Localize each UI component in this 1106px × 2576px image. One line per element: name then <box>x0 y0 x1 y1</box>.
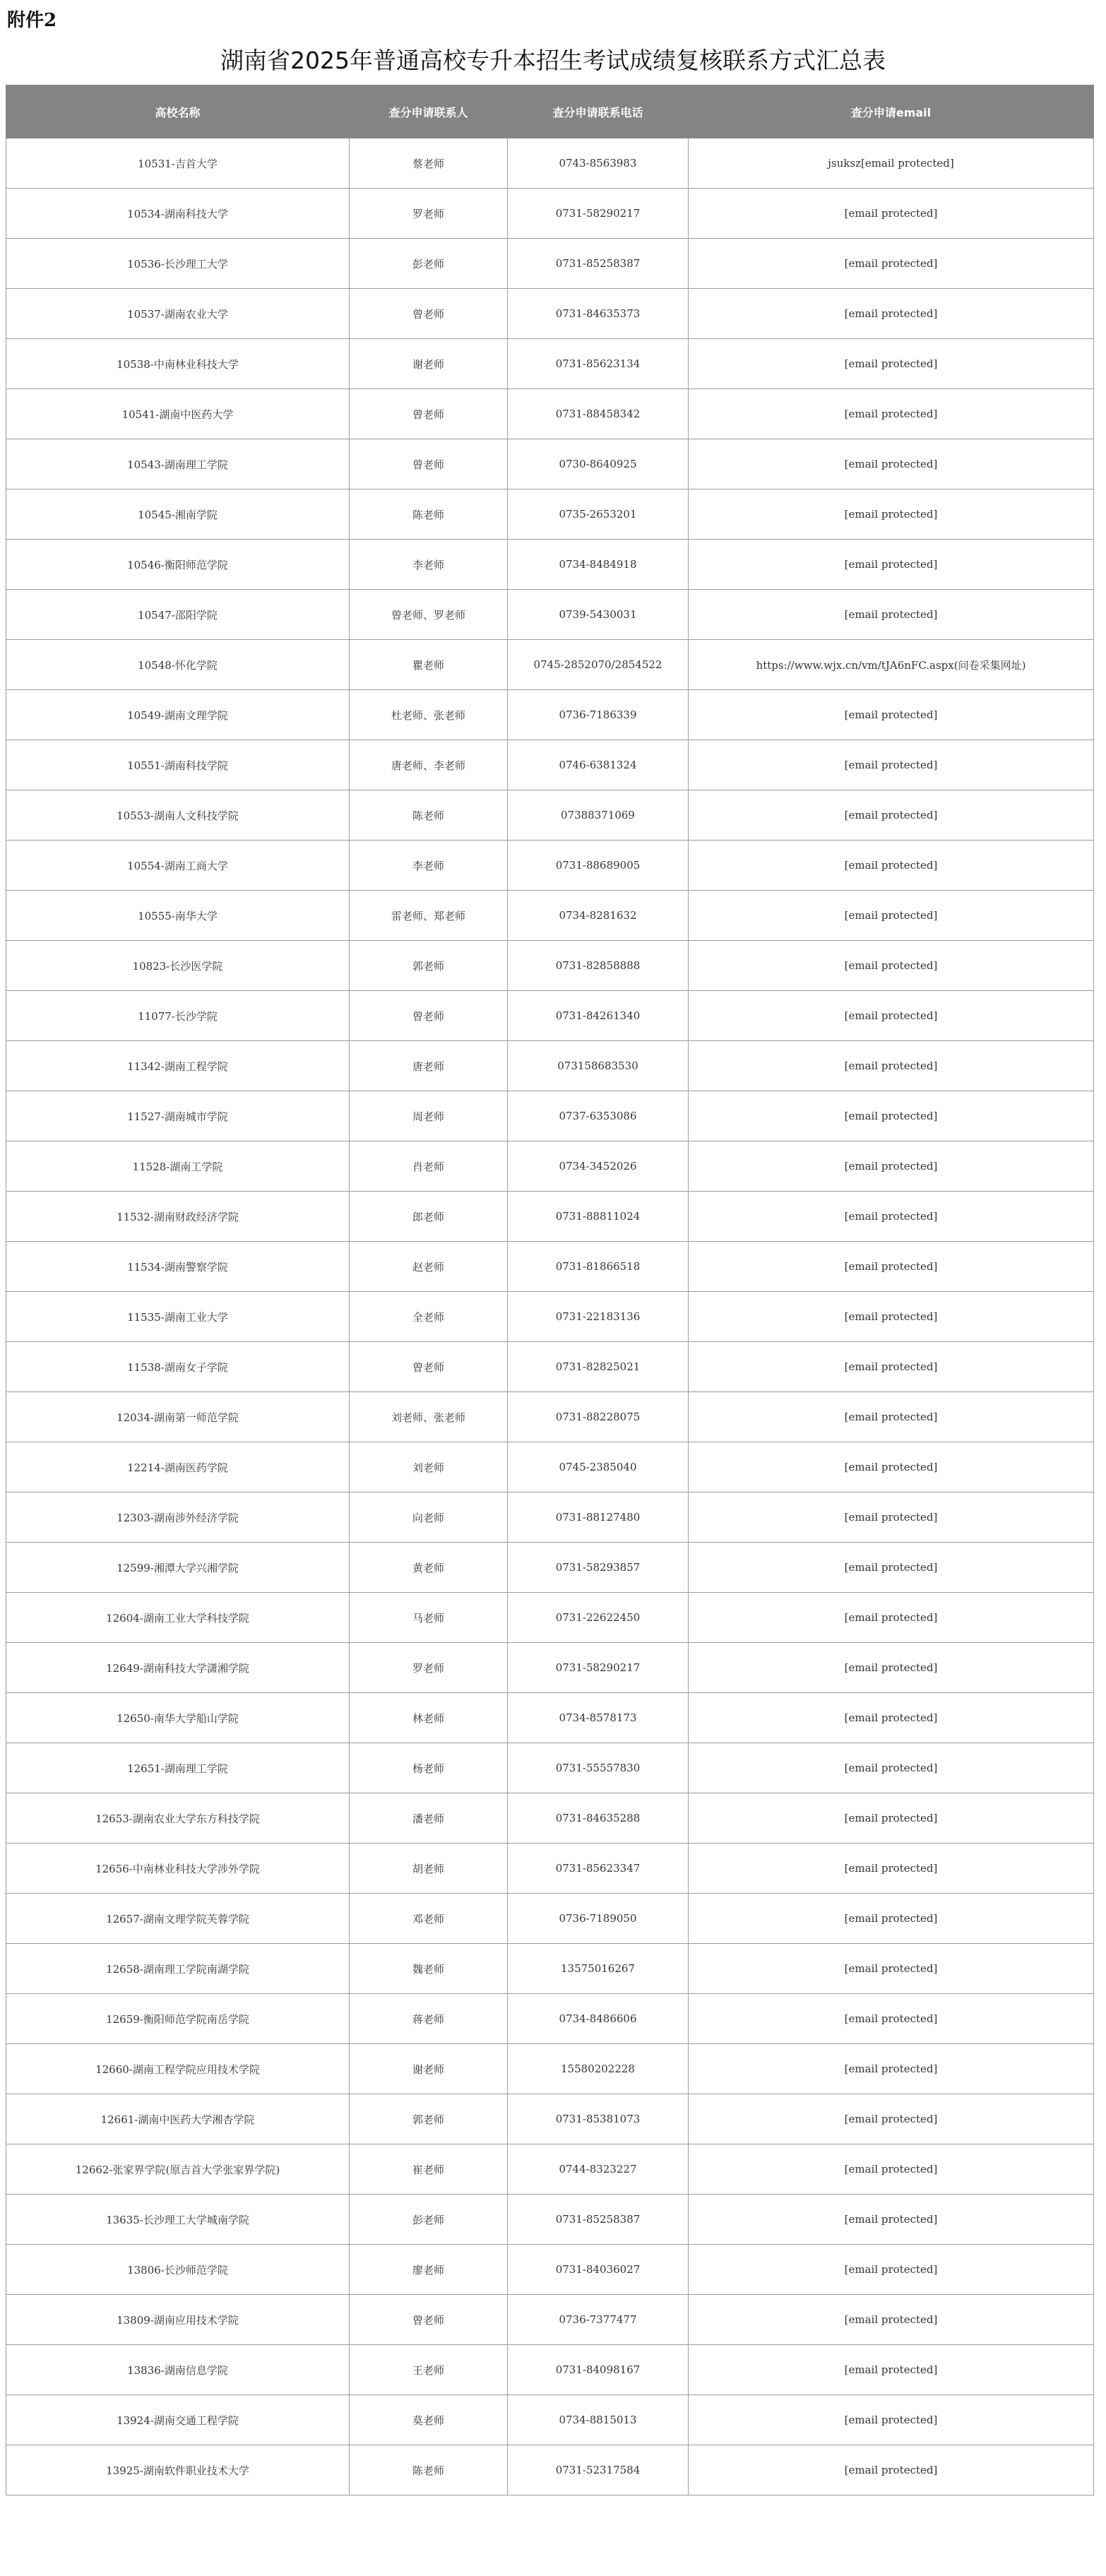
email-cell: [email protected] <box>689 1743 1094 1793</box>
email-cell: [email protected] <box>689 1693 1094 1743</box>
phone-cell: 07388371069 <box>508 790 689 841</box>
email-cell: [email protected] <box>689 1894 1094 1944</box>
table-row <box>6 1492 1094 1543</box>
email-cell: [email protected] <box>689 2245 1094 2295</box>
email-cell: [email protected] <box>689 941 1094 991</box>
school-name-cell: 13809-湖南应用技术学院 <box>6 2295 350 2345</box>
school-name-cell: 11527-湖南城市学院 <box>6 1091 350 1141</box>
school-name-cell: 13925-湖南软件职业技术大学 <box>6 2445 350 2495</box>
phone-cell: 15580202228 <box>508 2044 689 2094</box>
school-name-cell: 10553-湖南人文科技学院 <box>6 790 350 841</box>
contact-person-cell: 陈老师 <box>350 790 508 841</box>
table-row <box>6 489 1094 540</box>
table-row <box>6 841 1094 891</box>
school-name-cell: 12660-湖南工程学院应用技术学院 <box>6 2044 350 2094</box>
table-row <box>6 1593 1094 1643</box>
email-cell: [email protected] <box>689 2044 1094 2094</box>
table-row <box>6 740 1094 790</box>
table-row <box>6 1894 1094 1944</box>
table-row <box>6 1292 1094 1342</box>
email-cell: [email protected] <box>689 239 1094 289</box>
school-name-cell: 13836-湖南信息学院 <box>6 2345 350 2395</box>
school-name-cell: 10547-邵阳学院 <box>6 590 350 640</box>
phone-cell: 0731-88228075 <box>508 1392 689 1442</box>
contact-person-cell: 曾老师、罗老师 <box>350 590 508 640</box>
phone-cell: 0731-55557830 <box>508 1743 689 1793</box>
school-name-cell: 11528-湖南工学院 <box>6 1141 350 1192</box>
table-row <box>6 2245 1094 2295</box>
table-row <box>6 1844 1094 1894</box>
table-row <box>6 2345 1094 2395</box>
table-row <box>6 339 1094 389</box>
phone-cell: 0731-58290217 <box>508 1643 689 1693</box>
phone-cell: 0730-8640925 <box>508 439 689 489</box>
table-row <box>6 239 1094 289</box>
school-name-cell: 12650-南华大学船山学院 <box>6 1693 350 1743</box>
table-row <box>6 1242 1094 1292</box>
school-name-cell: 10541-湖南中医药大学 <box>6 389 350 439</box>
table-row <box>6 1392 1094 1442</box>
email-cell: [email protected] <box>689 2094 1094 2144</box>
table-row <box>6 1442 1094 1492</box>
school-name-cell: 12662-张家界学院(原吉首大学张家界学院) <box>6 2144 350 2195</box>
phone-cell: 0736-7189050 <box>508 1894 689 1944</box>
school-name-cell: 11534-湖南警察学院 <box>6 1242 350 1292</box>
table-row <box>6 2094 1094 2144</box>
table-row <box>6 590 1094 640</box>
contact-person-cell: 瞿老师 <box>350 640 508 690</box>
table-row <box>6 640 1094 690</box>
school-name-cell: 10538-中南林业科技大学 <box>6 339 350 389</box>
email-cell: jsuksz[email protected] <box>689 138 1094 189</box>
phone-cell: 0731-82858888 <box>508 941 689 991</box>
contact-person-cell: 陈老师 <box>350 489 508 540</box>
header-phone: 查分申请联系电话 <box>508 85 689 138</box>
school-name-cell: 10531-吉首大学 <box>6 138 350 189</box>
school-name-cell: 10551-湖南科技学院 <box>6 740 350 790</box>
table-row <box>6 2195 1094 2245</box>
contact-person-cell: 曾老师 <box>350 1342 508 1392</box>
phone-cell: 0734-8486606 <box>508 1994 689 2044</box>
contact-person-cell: 向老师 <box>350 1492 508 1543</box>
phone-cell: 0745-2852070/2854522 <box>508 640 689 690</box>
phone-cell: 0731-85623134 <box>508 339 689 389</box>
table-row <box>6 1192 1094 1242</box>
phone-cell: 0731-58293857 <box>508 1543 689 1593</box>
school-name-cell: 11535-湖南工业大学 <box>6 1292 350 1342</box>
phone-cell: 0731-58290217 <box>508 189 689 239</box>
school-name-cell: 11538-湖南女子学院 <box>6 1342 350 1392</box>
contact-person-cell: 雷老师、郑老师 <box>350 891 508 941</box>
school-name-cell: 12651-湖南理工学院 <box>6 1743 350 1793</box>
email-cell: https://www.wjx.cn/vm/tJA6nFC.aspx(问卷采集网址) <box>689 640 1094 690</box>
contact-person-cell: 彭老师 <box>350 2195 508 2245</box>
table-row <box>6 2295 1094 2345</box>
school-name-cell: 10548-怀化学院 <box>6 640 350 690</box>
school-name-cell: 12659-衡阳师范学院南岳学院 <box>6 1994 350 2044</box>
email-cell: [email protected] <box>689 1141 1094 1192</box>
email-cell: [email protected] <box>689 1944 1094 1994</box>
contact-person-cell: 王老师 <box>350 2345 508 2395</box>
contact-table <box>6 85 1094 2495</box>
table-row <box>6 1693 1094 1743</box>
table-row <box>6 439 1094 489</box>
header-contact: 查分申请联系人 <box>350 85 508 138</box>
contact-person-cell: 魏老师 <box>350 1944 508 1994</box>
email-cell: [email protected] <box>689 740 1094 790</box>
school-name-cell: 12656-中南林业科技大学涉外学院 <box>6 1844 350 1894</box>
email-cell: [email protected] <box>689 1192 1094 1242</box>
email-cell: [email protected] <box>689 1793 1094 1844</box>
table-row <box>6 2445 1094 2495</box>
contact-person-cell: 罗老师 <box>350 189 508 239</box>
email-cell: [email protected] <box>689 1643 1094 1693</box>
phone-cell: 0736-7377477 <box>508 2295 689 2345</box>
phone-cell: 0734-3452026 <box>508 1141 689 1192</box>
table-header-row <box>6 85 1094 138</box>
school-name-cell: 13924-湖南交通工程学院 <box>6 2395 350 2445</box>
table-row <box>6 1091 1094 1141</box>
phone-cell: 0743-8563983 <box>508 138 689 189</box>
contact-person-cell: 林老师 <box>350 1693 508 1743</box>
email-cell: [email protected] <box>689 1091 1094 1141</box>
contact-person-cell: 李老师 <box>350 540 508 590</box>
school-name-cell: 13635-长沙理工大学城南学院 <box>6 2195 350 2245</box>
phone-cell: 0731-52317584 <box>508 2445 689 2495</box>
school-name-cell: 10545-湘南学院 <box>6 489 350 540</box>
school-name-cell: 12661-湖南中医药大学湘杏学院 <box>6 2094 350 2144</box>
contact-person-cell: 廖老师 <box>350 2245 508 2295</box>
contact-person-cell: 曾老师 <box>350 389 508 439</box>
school-name-cell: 11077-长沙学院 <box>6 991 350 1041</box>
contact-person-cell: 唐老师 <box>350 1041 508 1091</box>
phone-cell: 0739-5430031 <box>508 590 689 640</box>
phone-cell: 0745-2385040 <box>508 1442 689 1492</box>
phone-cell: 0731-22183136 <box>508 1292 689 1342</box>
email-cell: [email protected] <box>689 2195 1094 2245</box>
contact-person-cell: 郎老师 <box>350 1192 508 1242</box>
school-name-cell: 12604-湖南工业大学科技学院 <box>6 1593 350 1643</box>
table-row <box>6 941 1094 991</box>
contact-person-cell: 马老师 <box>350 1593 508 1643</box>
contact-person-cell: 肖老师 <box>350 1141 508 1192</box>
contact-person-cell: 陈老师 <box>350 2445 508 2495</box>
table-row <box>6 138 1094 189</box>
school-name-cell: 10554-湖南工商大学 <box>6 841 350 891</box>
email-cell: [email protected] <box>689 489 1094 540</box>
school-name-cell: 12303-湖南涉外经济学院 <box>6 1492 350 1543</box>
phone-cell: 0734-8578173 <box>508 1693 689 1743</box>
table-row <box>6 1141 1094 1192</box>
school-name-cell: 10546-衡阳师范学院 <box>6 540 350 590</box>
table-row <box>6 790 1094 841</box>
school-name-cell: 10823-长沙医学院 <box>6 941 350 991</box>
school-name-cell: 10537-湖南农业大学 <box>6 289 350 339</box>
phone-cell: 0731-82825021 <box>508 1342 689 1392</box>
email-cell: [email protected] <box>689 389 1094 439</box>
email-cell: [email protected] <box>689 1543 1094 1593</box>
table-row <box>6 2395 1094 2445</box>
school-name-cell: 12658-湖南理工学院南湖学院 <box>6 1944 350 1994</box>
school-name-cell: 12214-湖南医药学院 <box>6 1442 350 1492</box>
table-row <box>6 1041 1094 1091</box>
school-name-cell: 12034-湖南第一师范学院 <box>6 1392 350 1442</box>
phone-cell: 0731-88127480 <box>508 1492 689 1543</box>
table-row <box>6 2044 1094 2094</box>
email-cell: [email protected] <box>689 790 1094 841</box>
school-name-cell: 10543-湖南理工学院 <box>6 439 350 489</box>
phone-cell: 0731-85258387 <box>508 239 689 289</box>
page-title: 湖南省2025年普通高校专升本招生考试成绩复核联系方式汇总表 <box>220 47 886 74</box>
phone-cell: 0731-81866518 <box>508 1242 689 1292</box>
table-row <box>6 189 1094 239</box>
school-name-cell: 12657-湖南文理学院芙蓉学院 <box>6 1894 350 1944</box>
email-cell: [email protected] <box>689 2345 1094 2395</box>
email-cell: [email protected] <box>689 439 1094 489</box>
table-row <box>6 690 1094 740</box>
contact-person-cell: 郭老师 <box>350 2094 508 2144</box>
table-row <box>6 991 1094 1041</box>
phone-cell: 0731-88689005 <box>508 841 689 891</box>
contact-person-cell: 杜老师、张老师 <box>350 690 508 740</box>
header-email: 查分申请email <box>689 85 1094 138</box>
school-name-cell: 12653-湖南农业大学东方科技学院 <box>6 1793 350 1844</box>
email-cell: [email protected] <box>689 1844 1094 1894</box>
contact-person-cell: 杨老师 <box>350 1743 508 1793</box>
email-cell: [email protected] <box>689 1442 1094 1492</box>
school-name-cell: 11532-湖南财政经济学院 <box>6 1192 350 1242</box>
email-cell: [email protected] <box>689 841 1094 891</box>
school-name-cell: 10536-长沙理工大学 <box>6 239 350 289</box>
contact-person-cell: 赵老师 <box>350 1242 508 1292</box>
contact-person-cell: 曾老师 <box>350 991 508 1041</box>
email-cell: [email protected] <box>689 2295 1094 2345</box>
contact-person-cell: 蒋老师 <box>350 1994 508 2044</box>
school-name-cell: 10555-南华大学 <box>6 891 350 941</box>
contact-person-cell: 周老师 <box>350 1091 508 1141</box>
email-cell: [email protected] <box>689 1292 1094 1342</box>
table-row <box>6 1944 1094 1994</box>
email-cell: [email protected] <box>689 1242 1094 1292</box>
phone-cell: 0731-88811024 <box>508 1192 689 1242</box>
contact-person-cell: 黄老师 <box>350 1543 508 1593</box>
email-cell: [email protected] <box>689 339 1094 389</box>
table-row <box>6 540 1094 590</box>
contact-person-cell: 谢老师 <box>350 2044 508 2094</box>
phone-cell: 0731-85258387 <box>508 2195 689 2245</box>
contact-person-cell: 崔老师 <box>350 2144 508 2195</box>
email-cell: [email protected] <box>689 2144 1094 2195</box>
table-row <box>6 1342 1094 1392</box>
contact-person-cell: 彭老师 <box>350 239 508 289</box>
school-name-cell: 13806-长沙师范学院 <box>6 2245 350 2295</box>
email-cell: [email protected] <box>689 1342 1094 1392</box>
phone-cell: 0731-88458342 <box>508 389 689 439</box>
email-cell: [email protected] <box>689 1392 1094 1442</box>
contact-person-cell: 曾老师 <box>350 2295 508 2345</box>
school-name-cell: 12649-湖南科技大学潇湘学院 <box>6 1643 350 1693</box>
table-row <box>6 389 1094 439</box>
table-row <box>6 1994 1094 2044</box>
phone-cell: 0734-8815013 <box>508 2395 689 2445</box>
contact-person-cell: 刘老师 <box>350 1442 508 1492</box>
phone-cell: 0744-8323227 <box>508 2144 689 2195</box>
contact-person-cell: 郭老师 <box>350 941 508 991</box>
email-cell: [email protected] <box>689 690 1094 740</box>
phone-cell: 0731-84261340 <box>508 991 689 1041</box>
table-row <box>6 1643 1094 1693</box>
contact-person-cell: 谢老师 <box>350 339 508 389</box>
phone-cell: 073158683530 <box>508 1041 689 1091</box>
email-cell: [email protected] <box>689 1492 1094 1543</box>
email-cell: [email protected] <box>689 2395 1094 2445</box>
email-cell: [email protected] <box>689 2445 1094 2495</box>
phone-cell: 0734-8484918 <box>508 540 689 590</box>
school-name-cell: 11342-湖南工程学院 <box>6 1041 350 1091</box>
contact-person-cell: 胡老师 <box>350 1844 508 1894</box>
phone-cell: 0735-2653201 <box>508 489 689 540</box>
table-row <box>6 289 1094 339</box>
table-row <box>6 1543 1094 1593</box>
table-row <box>6 1743 1094 1793</box>
phone-cell: 0731-84635373 <box>508 289 689 339</box>
phone-cell: 0746-6381324 <box>508 740 689 790</box>
email-cell: [email protected] <box>689 289 1094 339</box>
phone-cell: 0731-85623347 <box>508 1844 689 1894</box>
phone-cell: 0731-84635288 <box>508 1793 689 1844</box>
contact-person-cell: 曾老师 <box>350 439 508 489</box>
phone-cell: 0734-8281632 <box>508 891 689 941</box>
email-cell: [email protected] <box>689 991 1094 1041</box>
contact-person-cell: 潘老师 <box>350 1793 508 1844</box>
contact-person-cell: 刘老师、张老师 <box>350 1392 508 1442</box>
attachment-label: 附件2 <box>7 10 57 31</box>
phone-cell: 0731-22622450 <box>508 1593 689 1643</box>
email-cell: [email protected] <box>689 891 1094 941</box>
email-cell: [email protected] <box>689 590 1094 640</box>
school-name-cell: 10534-湖南科技大学 <box>6 189 350 239</box>
header-school: 高校名称 <box>6 85 350 138</box>
email-cell: [email protected] <box>689 1041 1094 1091</box>
phone-cell: 0737-6353086 <box>508 1091 689 1141</box>
school-name-cell: 12599-湘潭大学兴湘学院 <box>6 1543 350 1593</box>
phone-cell: 0731-84098167 <box>508 2345 689 2395</box>
contact-person-cell: 全老师 <box>350 1292 508 1342</box>
email-cell: [email protected] <box>689 540 1094 590</box>
contact-person-cell: 唐老师、李老师 <box>350 740 508 790</box>
contact-person-cell: 莫老师 <box>350 2395 508 2445</box>
email-cell: [email protected] <box>689 1994 1094 2044</box>
table-row <box>6 2144 1094 2195</box>
email-cell: [email protected] <box>689 189 1094 239</box>
table-row <box>6 1793 1094 1844</box>
contact-person-cell: 蔡老师 <box>350 138 508 189</box>
contact-person-cell: 邓老师 <box>350 1894 508 1944</box>
phone-cell: 13575016267 <box>508 1944 689 1994</box>
table-row <box>6 891 1094 941</box>
school-name-cell: 10549-湖南文理学院 <box>6 690 350 740</box>
phone-cell: 0731-85381073 <box>508 2094 689 2144</box>
contact-person-cell: 曾老师 <box>350 289 508 339</box>
email-cell: [email protected] <box>689 1593 1094 1643</box>
phone-cell: 0736-7186339 <box>508 690 689 740</box>
phone-cell: 0731-84036027 <box>508 2245 689 2295</box>
contact-person-cell: 李老师 <box>350 841 508 891</box>
contact-person-cell: 罗老师 <box>350 1643 508 1693</box>
